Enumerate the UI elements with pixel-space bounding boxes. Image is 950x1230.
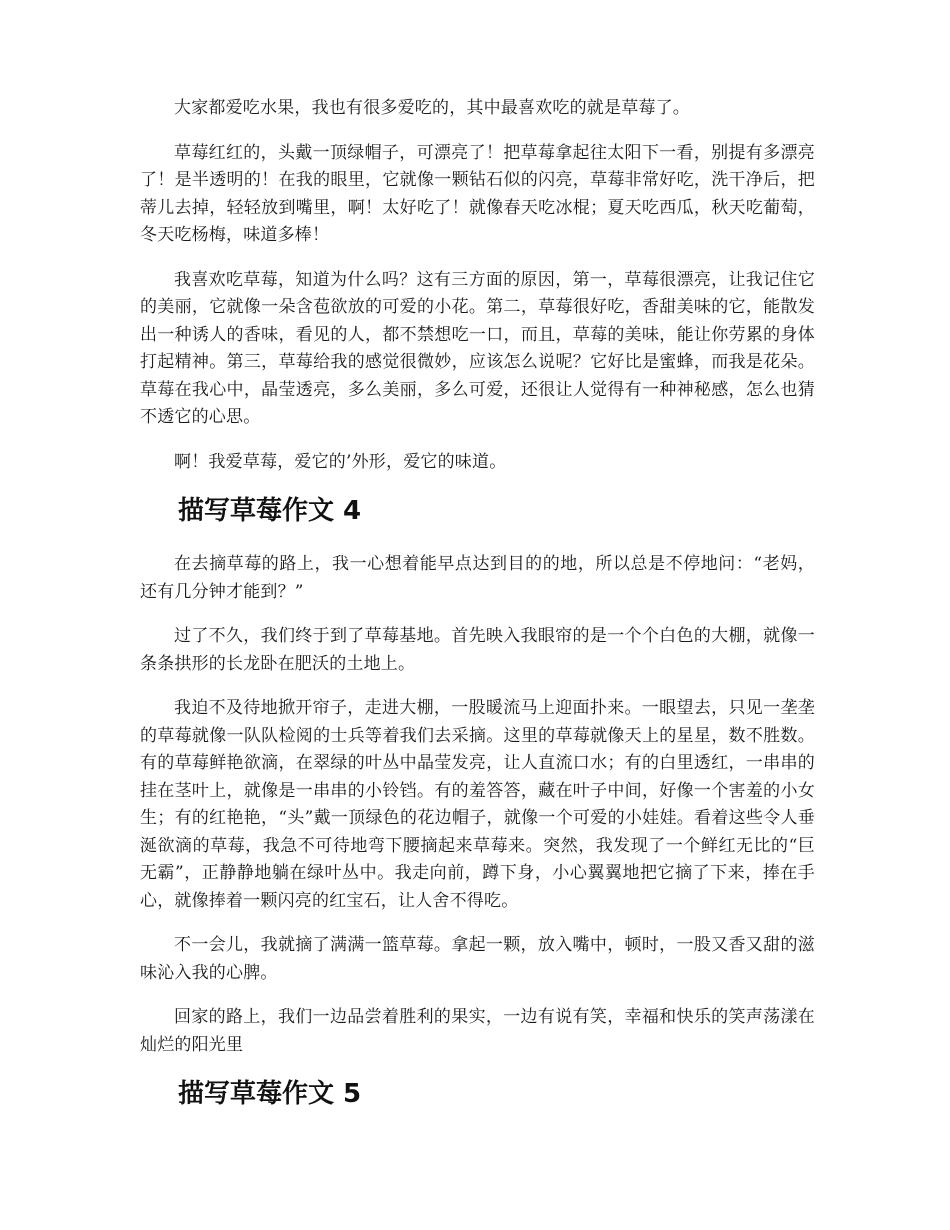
paragraph: 不一会儿，我就摘了满满一篮草莓。拿起一颗，放入嘴中，顿时，一股又香又甜的滋味沁入我的心脾。 <box>140 935 815 983</box>
paragraph: 草莓红红的，头戴一顶绿帽子，可漂亮了！把草莓拿起往太阳下一看，别提有多漂亮了！是半透明的！在我的眼里，它就像一颗钻石似的闪亮，草莓非常好吃，洗干净后，把蒂儿去掉，轻轻放到嘴里，啊！太好吃了！就像春天吃冰棍；夏天吃西瓜，秋天吃葡萄，冬天吃杨梅，味道多棒！ <box>140 142 815 245</box>
essay-5-section <box>140 1076 815 1112</box>
section-heading: 描写草莓作文 4 <box>178 496 362 526</box>
paragraph: 在去摘草莓的路上，我一心想着能早点达到目的的地，所以总是不停地问：“老妈，还有几分钟才能到？” <box>140 554 815 602</box>
essay-4-section <box>140 493 815 1059</box>
paragraph: 啊！我爱草莓，爱它的’外形，爱它的味道。 <box>174 451 507 472</box>
paragraph: 我喜欢吃草莓，知道为什么吗？这有三方面的原因，第一，草莓很漂亮，让我记住它的美丽，它就像一朵含苞欲放的可爱的小花。第二，草莓很好吃，香甜美味的它，能散发出一种诱人的香味，看见的人，都不禁想吃一口，而且，草莓的美味，能让你劳累的身体打起精神。第三，草莓给我的感觉很微妙，应该怎么说呢？它好比是蜜蜂，而我是花朵。草莓在我心中，晶莹透亮，多么美丽，多么可爱，还很让人觉得有一种神秘感，怎么也猜不透它的心思。 <box>140 269 815 427</box>
paragraph: 回家的路上，我们一边品尝着胜利的果实，一边有说有笑，幸福和快乐的笑声荡漾在灿烂的阳光里 <box>140 1007 815 1055</box>
previous-essay-section <box>140 95 815 476</box>
paragraph: 我迫不及待地掀开帘子，走进大棚，一股暖流马上迎面扑来。一眼望去，只见一垄垄的草莓就像一队队检阅的士兵等着我们去采摘。这里的草莓就像天上的星星，数不胜数。有的草莓鲜艳欲滴，在翠绿的叶丛中晶莹发亮，让人直流口水；有的白里透红，一串串的挂在茎叶上，就像是一串串的小铃铛。有的羞答答，藏在叶子中间，好像一个害羞的小女生；有的红艳艳，“头”戴一顶绿色的花边帽子，就像一个可爱的小娃娃。看着这些令人垂涎欲滴的草莓，我急不可待地弯下腰摘起来草莓来。突然，我发现了一个鲜红无比的“巨无霸”，正静静地躺在绿叶丛中。我走向前，蹲下身，小心翼翼地把它摘了下来，捧在手心，就像捧着一颗闪亮的红宝石，让人舍不得吃。 <box>140 698 815 911</box>
section-heading: 描写草莓作文 5 <box>178 1079 362 1109</box>
document-page <box>140 95 815 1134</box>
paragraph: 过了不久，我们终于到了草莓基地。首先映入我眼帘的是一个个白色的大棚，就像一条条拱形的长龙卧在肥沃的土地上。 <box>140 626 815 674</box>
paragraph: 大家都爱吃水果，我也有很多爱吃的，其中最喜欢吃的就是草莓了。 <box>174 98 690 118</box>
